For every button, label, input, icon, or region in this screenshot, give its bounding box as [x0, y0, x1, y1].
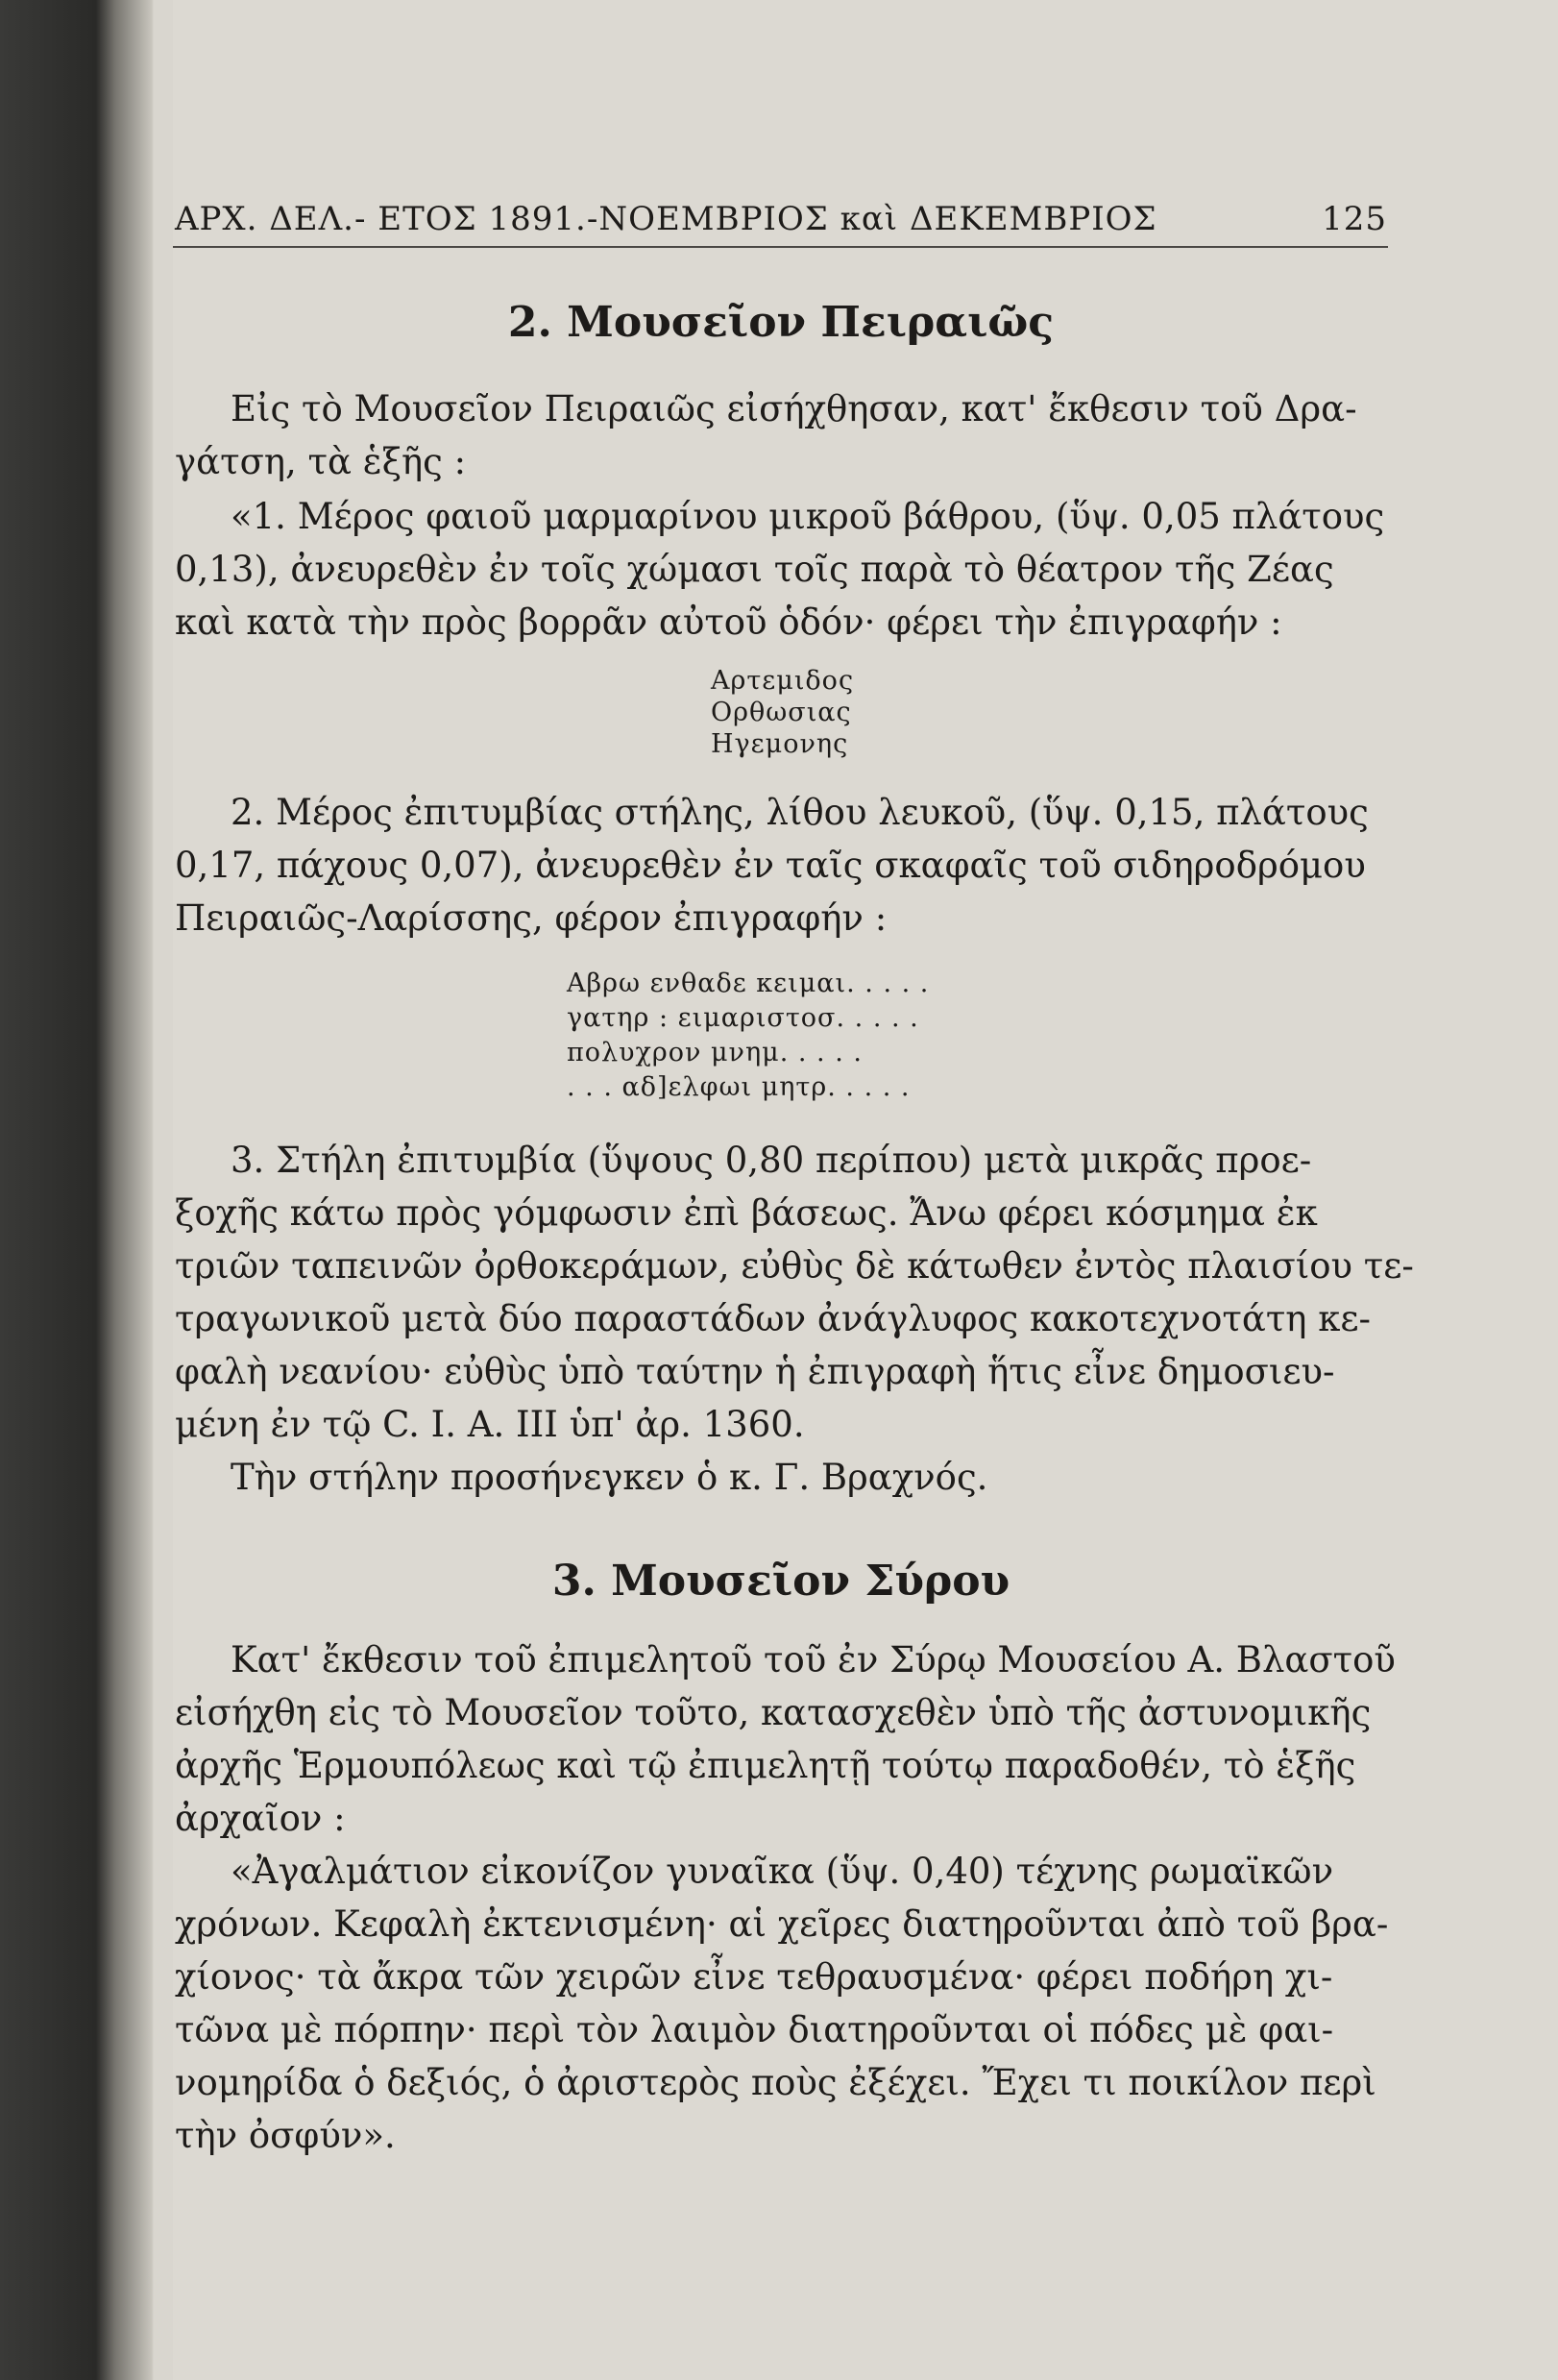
inscription-grave [567, 967, 929, 1105]
text-line: τὴν ὀσφύν». [175, 2115, 396, 2156]
text-line: τριῶν ταπεινῶν ὀρθοκεράμων, εὐθὺς δὲ κάτωθεν ἐντὸς πλαισίου τε- [175, 1245, 1414, 1287]
text-line: χίονος· τὰ ἄκρα τῶν χειρῶν εἶνε τεθραυσμένα· φέρει ποδήρη χι- [175, 1956, 1333, 1998]
journal-header: ΑΡΧ. ΔΕΛ.- ΕΤΟΣ 1891.-ΝΟΕΜΒΡΙΟΣ καὶ ΔΕΚΕΜΒΡΙΟΣ [175, 200, 1157, 238]
text-line: «1. Μέρος φαιοῦ μαρμαρίνου μικροῦ βάθρου, (ὕψ. 0,05 πλάτους [231, 496, 1385, 537]
item-3 [175, 1134, 1414, 1504]
inscription-line: Αρτεμιδος [711, 666, 855, 696]
text-line: τῶνα μὲ πόρπην· περὶ τὸν λαιμὸν διατηροῦνται οἱ πόδες μὲ φαι- [175, 2009, 1334, 2050]
text-line: τραγωνικοῦ μετὰ δύο παραστάδων ἀνάγλυφος κακοτεχνοτάτη κε- [175, 1298, 1372, 1339]
inscription-artemis [711, 665, 854, 760]
text-line: γάτση, τὰ ἑξῆς : [175, 441, 467, 482]
inscription-line: πολυχρον μνημ. . . . . [567, 1038, 863, 1067]
text-line: μένη ἐν τῷ C. I. A. III ὑπ' ἀρ. 1360. [175, 1404, 805, 1445]
inscription-line: . . . αδ]ελφωι μητρ. . . . . [567, 1072, 911, 1102]
text-line: 0,17, πάχους 0,07), ἀνευρεθὲν ἐν ταῖς σκαφαῖς τοῦ σιδηροδρόμου [175, 845, 1366, 886]
text-line: ἀρχαῖον : [175, 1798, 346, 1839]
text-line: ἀρχῆς Ἑρμουπόλεως καὶ τῷ ἐπιμελητῇ τούτῳ παραδοθέν, τὸ ἑξῆς [175, 1745, 1356, 1786]
header-rule [173, 246, 1388, 248]
paragraph-syros-intro [175, 1633, 1396, 1845]
text-line: Εἰς τὸ Μουσεῖον Πειραιῶς εἰσήχθησαν, κατ' ἔκθεσιν τοῦ Δρα- [231, 388, 1357, 429]
item-syros-statuette [175, 1845, 1387, 2162]
section-title-piraeus: 2. Μουσεῖον Πειραιῶς [507, 298, 1055, 347]
item-2 [175, 786, 1387, 945]
scan-binding-edge [0, 0, 154, 2380]
text-line: νομηρίδα ὁ δεξιός, ὁ ἀριστερὸς ποὺς ἐξέχει. Ἔχει τι ποικίλον περὶ [175, 2062, 1376, 2103]
paragraph-piraeus-intro [175, 382, 1387, 488]
text-line: φαλὴ νεανίου· εὐθὺς ὑπὸ ταύτην ἡ ἐπιγραφὴ ἥτις εἶνε δημοσιευ- [175, 1351, 1335, 1392]
text-line: χρόνων. Κεφαλὴ ἐκτενισμένη· αἱ χεῖρες διατηροῦνται ἀπὸ τοῦ βρα- [175, 1903, 1389, 1945]
item-1 [175, 490, 1387, 649]
text-line: «Ἀγαλμάτιον εἰκονίζον γυναῖκα (ὕψ. 0,40) τέχνης ρωμαϊκῶν [231, 1851, 1334, 1892]
inscription-line: γατηρ : ειμαριστοσ. . . . . [567, 1003, 919, 1033]
inscription-line: Αβρω ενθαδε κειμαι. . . . . [567, 969, 930, 998]
text-line: 2. Μέρος ἐπιτυμβίας στήλης, λίθου λευκοῦ, (ὕψ. 0,15, πλάτους [231, 792, 1369, 833]
text-line: εἰσήχθη εἰς τὸ Μουσεῖον τοῦτο, κατασχεθὲν ὑπὸ τῆς ἀστυνομικῆς [175, 1692, 1372, 1733]
inscription-line: Ηγεμονης [711, 729, 849, 759]
text-line: Πειραιῶς-Λαρίσσης, φέρον ἐπιγραφήν : [175, 897, 888, 939]
text-line: 3. Στήλη ἐπιτυμβία (ὕψους 0,80 περίπου) μετὰ μικρᾶς προε- [231, 1140, 1312, 1181]
text-line: Τὴν στήλην προσήνεγκεν ὁ κ. Γ. Βραχνός. [231, 1457, 988, 1498]
text-line: καὶ κατὰ τὴν πρὸς βορρᾶν αὐτοῦ ὁδόν· φέρει τὴν ἐπιγραφήν : [175, 601, 1282, 643]
text-line: 0,13), ἀνευρεθὲν ἐν τοῖς χώμασι τοῖς παρὰ τὸ θέατρον τῆς Ζέας [175, 549, 1334, 590]
section-title-syros: 3. Μουσεῖον Σύρου [551, 1557, 1010, 1606]
inscription-line: Ορθωσιας [711, 698, 852, 727]
text-line: Κατ' ἔκθεσιν τοῦ ἐπιμελητοῦ τοῦ ἐν Σύρῳ Μουσείου Α. Βλαστοῦ [231, 1639, 1396, 1681]
page-number: 125 [1322, 200, 1387, 238]
running-header [175, 190, 1387, 238]
text-line: ξοχῆς κάτω πρὸς γόμφωσιν ἐπὶ βάσεως. Ἄνω φέρει κόσμημα ἐκ [175, 1192, 1318, 1234]
